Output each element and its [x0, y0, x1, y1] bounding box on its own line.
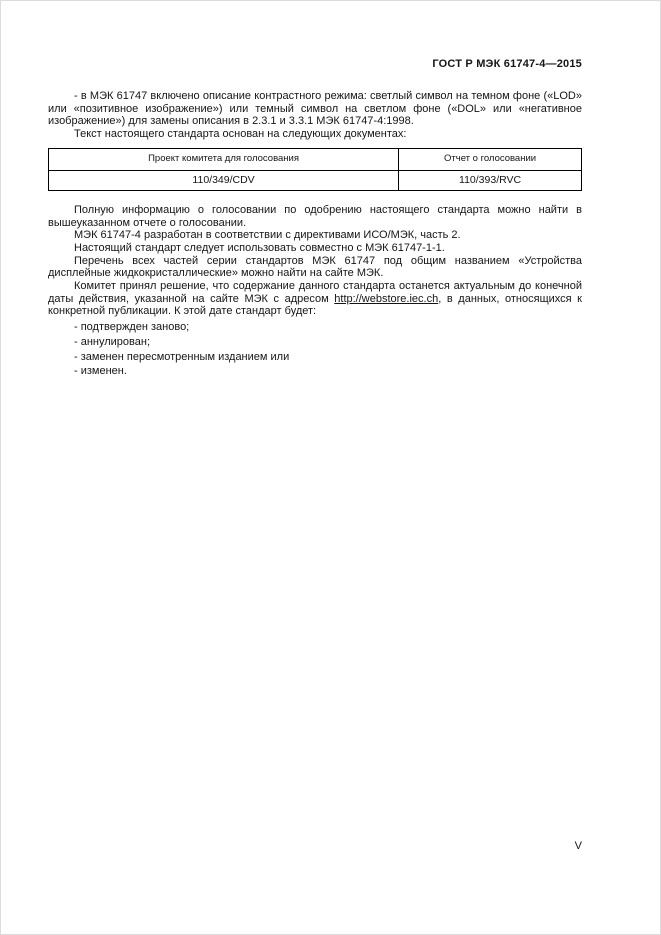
paragraph-directives: МЭК 61747-4 разработан в соответствии с директивами ИСО/МЭК, часть 2. [74, 229, 461, 242]
status-options-list [48, 321, 582, 378]
paragraph-use-with: Настоящий стандарт следует использовать совместно с МЭК 61747-1-1. [74, 241, 445, 254]
paragraph-voting-info: Полную информацию о голосовании по одобрению настоящего стандарта можно найти в вышеуказанном отчете о голосовании. [48, 203, 582, 229]
committee-decision-text-before: Комитет принял решение, что содержание данного стандарта останется актуальным до конечной даты действия, указанной на сайте МЭК с адресом [48, 280, 582, 305]
table-header-row [49, 148, 582, 170]
paragraph-contrast-mode: - в МЭК 61747 включено описание контрастного режима: светлый символ на темном фоне («LOD» или «позитивное изображение») или темный символ на светлом фоне («DOL» или «негативное изображение») для замены описания в 2.3.1 и 3.3.1 МЭК 61747-4:1998. [48, 90, 582, 128]
committee-decision-text-after: , в данных, относящихся к конкретной публикации. К этой дате стандарт будет: [48, 292, 582, 318]
page-number: V [574, 840, 582, 852]
table-row [49, 170, 582, 190]
paragraph-series-list: Перечень всех частей серии стандартов МЭК 61747 под общим названием «Устройства дисплейные жидкокристаллические» можно найти на сайте МЭК. [48, 254, 582, 280]
document-content [48, 90, 582, 380]
table-cell-voting-report: 110/393/RVC [399, 170, 582, 190]
list-item: - изменен. [74, 365, 127, 378]
list-item: - заменен пересмотренным изданием или [74, 350, 290, 363]
list-item: - подтвержден заново; [74, 321, 190, 334]
table-header-voting-report: Отчет о голосовании [399, 148, 582, 170]
table-cell-committee-draft: 110/349/CDV [49, 170, 399, 190]
voting-documents-table [48, 148, 582, 191]
page-header: ГОСТ Р МЭК 61747-4—2015 [432, 58, 582, 70]
paragraph-committee-decision [48, 280, 582, 318]
paragraph-based-on-documents: Текст настоящего стандарта основан на следующих документах: [74, 128, 407, 141]
list-item: - аннулирован; [74, 335, 151, 348]
webstore-link[interactable]: http://webstore.iec.ch [334, 292, 439, 305]
table-header-committee-draft: Проект комитета для голосования [49, 148, 399, 170]
